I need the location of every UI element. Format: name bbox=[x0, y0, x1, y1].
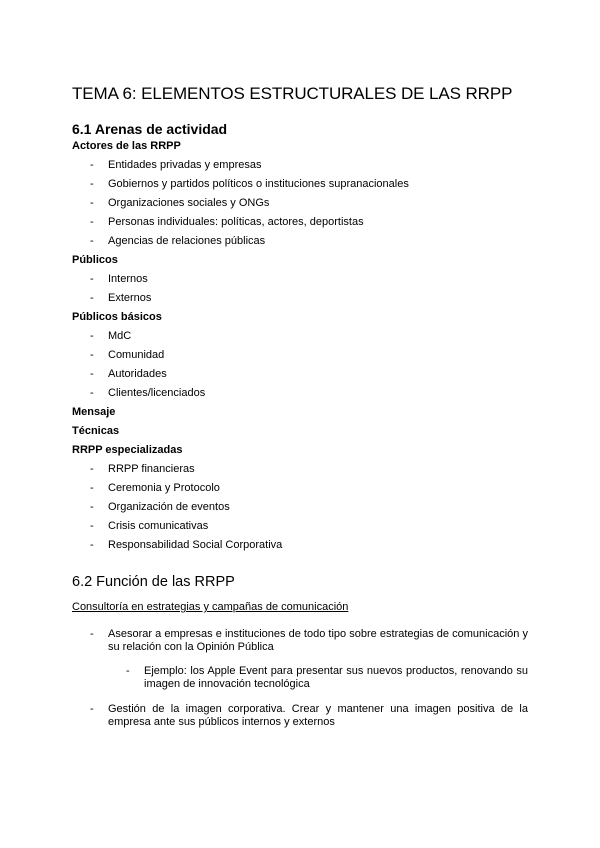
paragraph-gestion: - Gestión de la imagen corporativa. Crear y mantener una imagen positiva de la empresa ante sus públicos internos y externos bbox=[90, 703, 528, 728]
group-heading-publicos: Públicos bbox=[72, 254, 118, 266]
list-item: - Organización de eventos bbox=[72, 498, 532, 517]
list-item: - Externos bbox=[72, 289, 532, 308]
list-item: - MdC bbox=[72, 327, 532, 346]
section-heading-funcion: 6.2 Función de las RRPP bbox=[72, 574, 235, 590]
bullet-dash: - bbox=[90, 159, 94, 171]
group-heading-publicos-basicos: Públicos básicos bbox=[72, 311, 162, 323]
list-item: - Entidades privadas y empresas bbox=[72, 156, 532, 175]
list-item: - Clientes/licenciados bbox=[72, 384, 532, 403]
list-item: - Internos bbox=[72, 270, 532, 289]
list-item: - Responsabilidad Social Corporativa bbox=[72, 536, 532, 555]
bullet-dash: - bbox=[90, 520, 94, 532]
bullet-dash: - bbox=[90, 482, 94, 494]
list-item: - Autoridades bbox=[72, 365, 532, 384]
bullet-dash: - bbox=[90, 178, 94, 190]
bullet-dash: - bbox=[90, 216, 94, 228]
arenas-content bbox=[72, 137, 532, 555]
subheading-consultoria: Consultoría en estrategias y campañas de comunicación bbox=[72, 601, 349, 613]
list-item: - Ceremonia y Protocolo bbox=[72, 479, 532, 498]
bullet-dash: - bbox=[90, 501, 94, 513]
list-item: - Gobiernos y partidos políticos o instituciones supranacionales bbox=[72, 175, 532, 194]
bullet-dash: - bbox=[126, 665, 130, 677]
group-heading-mensaje: Mensaje bbox=[72, 406, 116, 418]
list-item: - Organizaciones sociales y ONGs bbox=[72, 194, 532, 213]
bullet-dash: - bbox=[90, 703, 94, 715]
group-heading-actores: Actores de las RRPP bbox=[72, 140, 181, 152]
bullet-dash: - bbox=[90, 387, 94, 399]
bullet-dash: - bbox=[90, 235, 94, 247]
list-item: - Crisis comunicativas bbox=[72, 517, 532, 536]
bullet-dash: - bbox=[90, 539, 94, 551]
bullet-dash: - bbox=[90, 463, 94, 475]
bullet-dash: - bbox=[90, 273, 94, 285]
group-heading-tecnicas: Técnicas bbox=[72, 425, 120, 437]
section-heading-arenas: 6.1 Arenas de actividad bbox=[72, 121, 228, 137]
paragraph-asesorar: - Asesorar a empresas e instituciones de todo tipo sobre estrategias de comunicación y su relación con la Opinión Pública bbox=[90, 628, 528, 653]
group-heading-rrpp-especializadas: RRPP especializadas bbox=[72, 444, 183, 456]
paragraph-ejemplo: - Ejemplo: los Apple Event para presentar sus nuevos productos, renovando su imagen de innovación tecnológica bbox=[126, 665, 528, 690]
list-item: - Personas individuales: políticas, actores, deportistas bbox=[72, 213, 532, 232]
bullet-dash: - bbox=[90, 628, 94, 640]
bullet-dash: - bbox=[90, 349, 94, 361]
list-item: - Comunidad bbox=[72, 346, 532, 365]
bullet-dash: - bbox=[90, 292, 94, 304]
page-title: TEMA 6: ELEMENTOS ESTRUCTURALES DE LAS RRPP bbox=[72, 84, 513, 103]
bullet-dash: - bbox=[90, 197, 94, 209]
bullet-dash: - bbox=[90, 330, 94, 342]
list-item: - Agencias de relaciones públicas bbox=[72, 232, 532, 251]
bullet-dash: - bbox=[90, 368, 94, 380]
list-item: - RRPP financieras bbox=[72, 460, 532, 479]
